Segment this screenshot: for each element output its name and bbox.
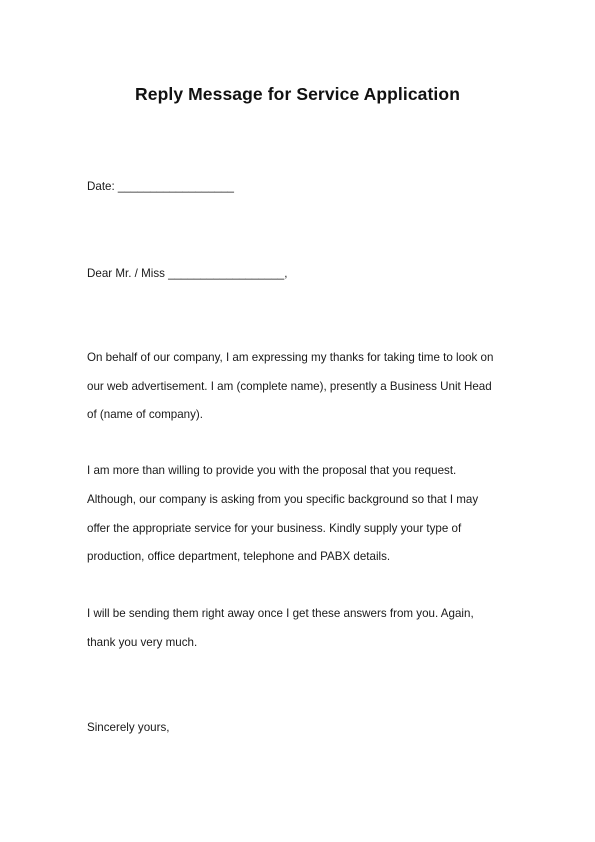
salutation: Dear Mr. / Miss __________________, xyxy=(87,267,288,280)
paragraph-line: Although, our company is asking from you specific background so that I may xyxy=(87,493,479,506)
document-title: Reply Message for Service Application xyxy=(135,84,460,104)
paragraph-line: production, office department, telephone and PABX details. xyxy=(87,550,391,563)
paragraph-line: of (name of company). xyxy=(87,408,203,421)
paragraph-line: On behalf of our company, I am expressing my thanks for taking time to look on xyxy=(87,351,494,364)
paragraph-line: I am more than willing to provide you with the proposal that you request. xyxy=(87,464,457,477)
paragraph-line: offer the appropriate service for your business. Kindly supply your type of xyxy=(87,522,462,535)
closing: Sincerely yours, xyxy=(87,721,170,734)
paragraph-line: our web advertisement. I am (complete name), presently a Business Unit Head xyxy=(87,380,492,393)
date-line: Date: __________________ xyxy=(87,180,234,193)
paragraph-line: thank you very much. xyxy=(87,636,198,649)
paragraph-line: I will be sending them right away once I get these answers from you. Again, xyxy=(87,607,474,620)
